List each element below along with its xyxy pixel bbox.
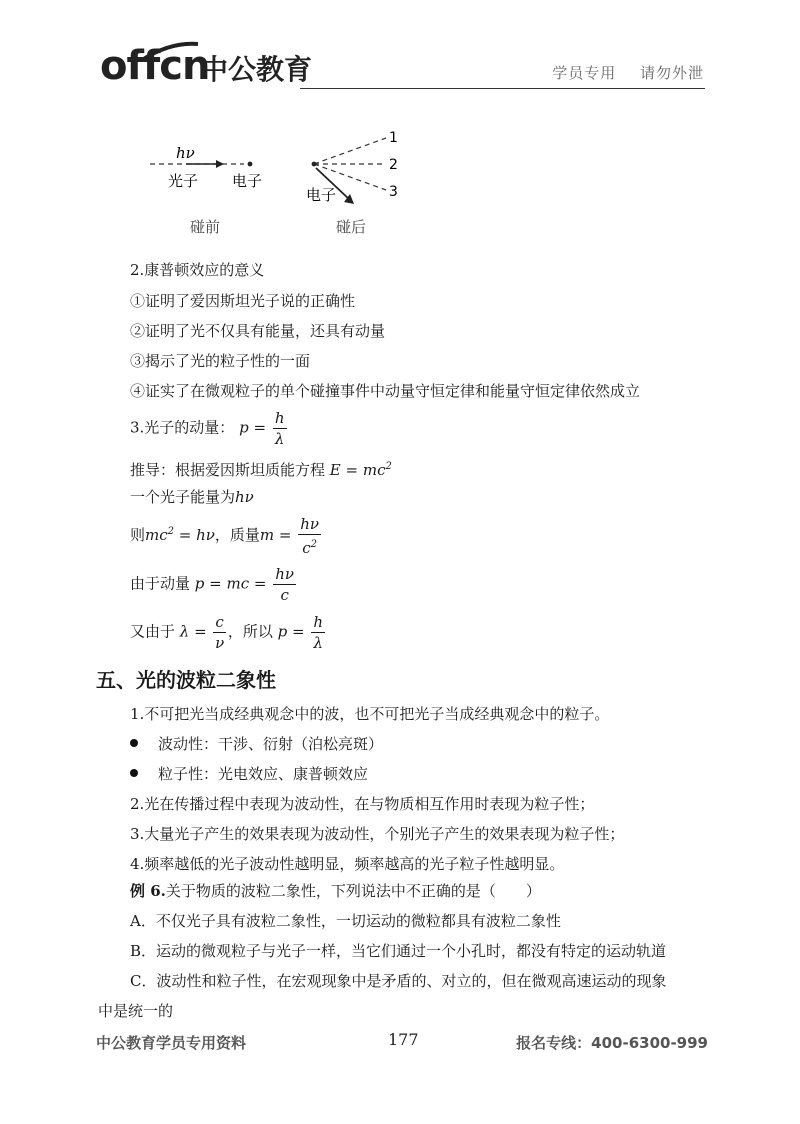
figure-before: [150, 144, 262, 236]
mass-numerator: hν: [300, 515, 320, 533]
logo-swoosh-icon: [140, 40, 200, 62]
photon-momentum-line: [130, 408, 289, 449]
mom-fraction: [273, 564, 296, 605]
lambda-label: 又由于: [130, 622, 176, 641]
significance-item-1: ①证明了爱因斯坦光子说的正确性: [130, 292, 356, 310]
then-eq-a: mc: [145, 526, 168, 544]
figure-after: [306, 130, 398, 236]
electron-dot: [248, 162, 253, 167]
bullet-dot-icon: [130, 739, 138, 747]
lambda-fraction: [213, 612, 225, 653]
lambda-eq-lhs: λ =: [179, 622, 207, 641]
collision-point: [312, 162, 317, 167]
momentum-derivation-line: [130, 564, 298, 605]
significance-item-2: ②证明了光不仅具有能量，还具有动量: [130, 322, 386, 340]
footer-hotline: 报名专线：400-6300-999: [516, 1034, 708, 1052]
then-eq-b: = hν: [174, 526, 215, 544]
electron-label-after: 电子: [306, 186, 337, 204]
header-tag-confidential: 请勿外泄: [639, 64, 704, 82]
photon-energy-text: 一个光子能量为: [130, 488, 236, 506]
electron-label-before: 电子: [232, 172, 263, 190]
bullet-particle-text: 粒子性：光电效应、康普顿效应: [158, 765, 369, 783]
before-caption: 碰前: [190, 218, 221, 236]
compton-figure: [146, 128, 406, 240]
so-eq-lhs: p =: [277, 622, 305, 641]
footer-left-text: 中公教育学员专用资料: [96, 1034, 247, 1052]
so-fraction: [311, 612, 325, 653]
bullet-dot-icon: [130, 769, 138, 777]
so-numerator: h: [313, 613, 324, 631]
mass-fraction: [298, 514, 321, 558]
after-caption: 碰后: [336, 218, 367, 236]
mass-energy-equation: E = mc: [329, 461, 386, 479]
section-title-wave-particle: 五、光的波粒二象性: [96, 668, 276, 692]
header-tags: [552, 62, 704, 83]
example-label: 例 6.: [130, 882, 166, 900]
momentum-numerator: h: [274, 409, 285, 427]
mom-denominator: c: [280, 586, 289, 604]
photon-energy-eq: hν: [235, 488, 254, 506]
photon-momentum-label: 3.光子的动量：: [130, 418, 235, 437]
wave-particle-point-1: 1.不可把光当成经典观念中的波，也不可把光子当成经典观念中的粒子。: [130, 705, 610, 723]
lambda-numerator: c: [215, 613, 224, 631]
wave-particle-point-2: 2.光在传播过程中表现为波动性，在与物质相互作用时表现为粒子性；: [130, 795, 595, 813]
mass-label: ，质量: [214, 526, 260, 544]
photon-arrow-head-icon: [216, 160, 224, 168]
bullet-wave: [130, 733, 383, 755]
option-c-line-2: 中是统一的: [98, 1002, 174, 1020]
wave-particle-point-3: 3.大量光子产生的效果表现为波动性，个别光子产生的效果表现为粒子性；: [130, 825, 625, 843]
logo-english: offcn: [100, 43, 210, 89]
derivation-label: 推导：根据爱因斯坦质能方程: [130, 461, 326, 479]
scatter-ray-1: [314, 138, 386, 164]
option-c-line-1: C．波动性和粒子性，在宏观现象中是矛盾的、对立的，但在微观高速运动的现象: [130, 972, 667, 990]
lambda-denominator: ν: [215, 634, 225, 652]
example-6-question: [130, 880, 541, 902]
mass-den-exponent: 2: [310, 539, 318, 550]
mass-energy-exponent: 2: [385, 461, 392, 472]
momentum-denominator: λ: [274, 430, 285, 448]
page-number: 177: [388, 1030, 419, 1049]
so-label: ，所以: [227, 622, 273, 641]
compton-significance-title: 2.康普顿效应的意义: [130, 261, 265, 279]
wave-particle-point-4: 4.频率越低的光子波动性越明显，频率越高的光子粒子性越明显。: [130, 855, 565, 873]
ray-label-1: 1: [389, 130, 398, 146]
mass-eq-lhs: m =: [259, 526, 292, 544]
mom-numerator: hν: [275, 565, 295, 583]
header-divider: [300, 88, 705, 89]
derivation-line: [130, 456, 392, 481]
logo-chinese: 中公教育: [200, 53, 313, 86]
bullet-particle: [130, 763, 368, 785]
wavelength-line: [130, 612, 327, 653]
momentum-eq-lhs: p =: [239, 418, 267, 437]
momentum-fraction: [273, 408, 287, 449]
photon-mass-line: [130, 514, 323, 558]
photon-label: 光子: [168, 172, 199, 190]
significance-item-4: ④证实了在微观粒子的单个碰撞事件中动量守恒定律和能量守恒定律依然成立: [130, 382, 641, 400]
option-a: A．不仅光子具有波粒二象性，一切运动的微粒都具有波粒二象性: [130, 912, 561, 930]
mom-eq-lhs: p = mc =: [194, 574, 267, 593]
ray-label-3: 3: [389, 184, 398, 200]
mass-den-base: c: [302, 539, 311, 557]
photon-energy-line: [130, 486, 254, 508]
header-tag-student: 学员专用: [552, 64, 617, 82]
then-exponent: 2: [167, 526, 175, 537]
option-b: B．运动的微观粒子与光子一样，当它们通过一个小孔时，都没有特定的运动轨道: [130, 942, 667, 960]
significance-item-3: ③揭示了光的粒子性的一面: [130, 352, 311, 370]
then-label: 则: [130, 526, 146, 544]
momentum-label: 由于动量: [130, 574, 191, 593]
photon-energy-label: hν: [176, 144, 195, 162]
mass-denominator: [298, 535, 321, 558]
bullet-wave-text: 波动性：干涉、衍射（泊松亮斑）: [158, 735, 384, 753]
ray-label-2: 2: [389, 157, 398, 173]
example-text: 关于物质的波粒二象性，下列说法中不正确的是（ ）: [165, 882, 541, 900]
so-denominator: λ: [313, 634, 323, 652]
